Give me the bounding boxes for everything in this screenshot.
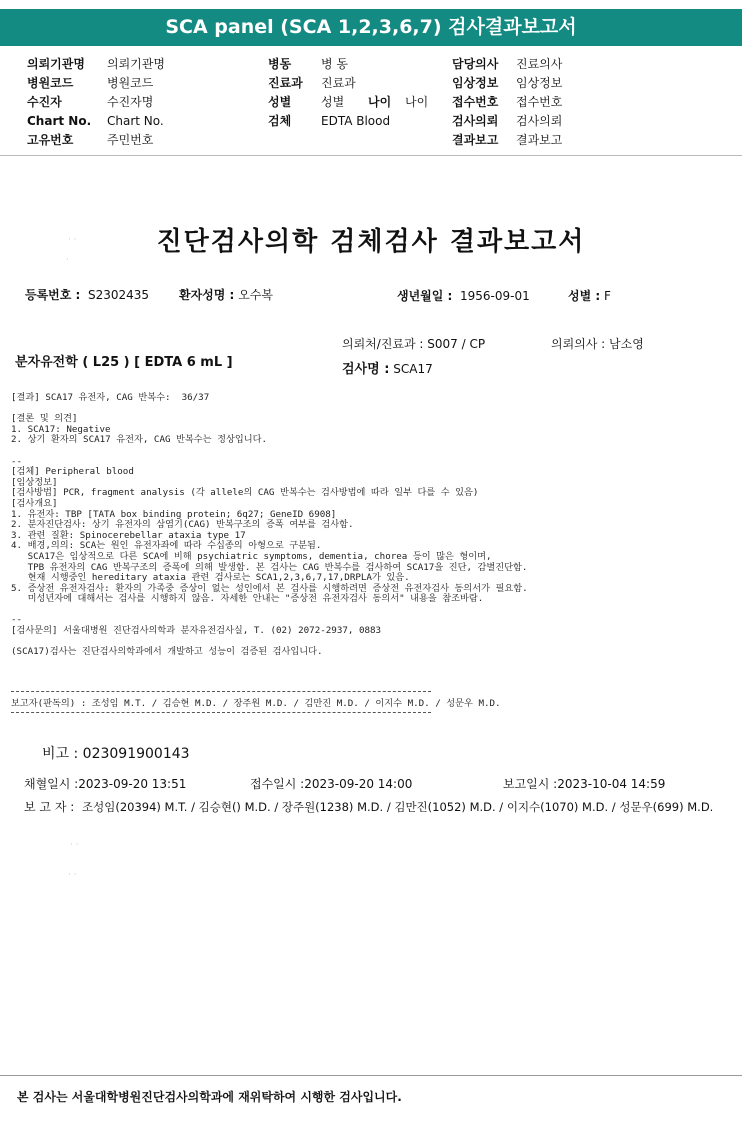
- ward-value: 병 동: [321, 57, 348, 71]
- header-divider: [0, 155, 742, 156]
- patient-label: 수진자: [27, 95, 62, 109]
- birthdate-label: 생년월일 :: [397, 289, 453, 303]
- remarks-label: 비고 :: [42, 746, 79, 762]
- clinical-info-value: 임상정보: [516, 76, 563, 90]
- report-sex-label: 성별 :: [568, 289, 601, 303]
- receipt-label: 접수일시 :: [250, 777, 305, 791]
- result-report-value: 결과보고: [516, 133, 563, 147]
- hospital-code-value: 병원코드: [107, 76, 154, 90]
- report-date-label: 보고일시 :: [503, 777, 558, 791]
- clinical-info-label: 임상정보: [452, 76, 499, 90]
- dashed-divider-bottom: [11, 712, 431, 713]
- id-number-value: 주민번호: [107, 133, 154, 147]
- scan-mark: · ·: [68, 870, 77, 880]
- sex-label: 성별: [268, 95, 292, 109]
- birthdate-info: [397, 287, 530, 304]
- scan-mark: ·: [66, 255, 69, 265]
- header-column-3: [452, 55, 562, 150]
- accession-label: 접수번호: [452, 95, 499, 109]
- remarks: [42, 743, 190, 763]
- chart-no-value: Chart No.: [107, 114, 164, 128]
- requesting-doctor-info: 의뢰의사 : 남소영: [551, 337, 644, 351]
- reg-label: 등록번호 :: [25, 288, 81, 302]
- header-column-2: [268, 55, 428, 131]
- report-banner-title: SCA panel (SCA 1,2,3,6,7) 검사결과보고서: [0, 9, 742, 46]
- accession-value: 접수번호: [516, 95, 563, 109]
- report-title: 진단검사의학 검체검사 결과보고서: [156, 227, 586, 257]
- test-name-label: 검사명 :: [342, 362, 390, 377]
- patient-name-label: 환자성명 :: [179, 288, 235, 302]
- collection-label: 채혈일시 :: [24, 777, 79, 791]
- receipt-datetime: [250, 775, 412, 792]
- collection-value: 2023-09-20 13:51: [78, 777, 187, 791]
- report-date-value: 2023-10-04 14:59: [557, 777, 666, 791]
- birthdate-value: 1956-09-01: [460, 289, 530, 303]
- ward-label: 병동: [268, 57, 292, 71]
- reg-value: S2302435: [88, 288, 150, 302]
- scan-mark: · ·: [70, 840, 79, 850]
- specimen-label: 검체: [268, 114, 292, 128]
- remarks-value: 023091900143: [82, 746, 190, 762]
- id-number-label: 고유번호: [27, 133, 74, 147]
- test-section-title: 분자유전학 ( L25 ) [ EDTA 6 mL ]: [15, 355, 233, 370]
- reporter-full: [24, 800, 724, 815]
- report-datetime: [503, 775, 665, 792]
- dashed-divider-top: [11, 691, 431, 692]
- attending-label: 담당의사: [452, 57, 499, 71]
- reporter-full-label: 보 고 자 :: [24, 800, 75, 814]
- result-report-label: 결과보고: [452, 133, 499, 147]
- patient-name-info: [179, 286, 273, 303]
- scan-mark: · ·: [68, 235, 77, 245]
- test-name-value: SCA17: [393, 362, 433, 376]
- request-label: 검사의뢰: [452, 114, 499, 128]
- collection-datetime: [24, 775, 186, 792]
- hospital-name-value: 의뢰기관명: [107, 57, 165, 71]
- chart-no-label: Chart No.: [27, 114, 92, 128]
- age-label: 나이: [368, 95, 392, 109]
- patient-value: 수진자명: [107, 95, 154, 109]
- footer-divider: [0, 1075, 742, 1076]
- result-body-text: [결과] SCA17 유전자, CAG 반복수: 36/37 [결론 및 의견] 1. SCA17: Negative 2. 상기 환자의 SCA17 유전자, CAG 반복수는 정상입니다. -- [검체] Peripheral blood [임상정보] [검사방법] PCR, fragment analysis (각 allele의 CAG 반복수는 검사방법에 따라 일부 다를 수 있음) [검사개요] 1. 유전자: TBP [TATA box binding protein; 6q27; GeneID 6908] 2. 분자진단검사: 상기 유전자의 삼염기(CAG) 반복구조의 증폭 여부를 검사함. 3. 관련 질환: Spinocerebellar ataxia type 17 4. 배경,의의: SCA는 원인 유전자좌에 따라 수십종의 아형으로 구분됨. SCA17은 임상적으로 다른 SCA에 비해 psychiatric symptoms, dementia, chorea 등이 많은 형이며, TPB 유전자의 CAG 반복구조의 증폭에 의해 발생함. 본 검사는 CAG 반복수를 검사하여 SCA17을 진단, 감별진단함. 현재 시행중인 hereditary ataxia 관련 검사로는 SCA1,2,3,6,7,17,DRPLA가 있음. 5. 증상전 유전자검사: 환자의 가족중 증상이 없는 성인에서 본 검사를 시행하려면 증상전 유전자검사 동의서가 필요함. 미성년자에 대해서는 검사를 시행하지 않음. 자세한 안내는 "증상전 유전자검사 동의서" 내용을 참조바람. -- [검사문의] 서울대병원 진단검사의학과 분자유전검사실, T. (02) 2072-2937, 0883 (SCA17)검사는 진단검사의학과에서 개발하고 성능이 검증된 검사입니다.: [11, 392, 528, 658]
- header-column-1: [27, 55, 165, 150]
- test-name-info: [342, 358, 433, 377]
- patient-name-value: 오수복: [238, 288, 273, 302]
- specimen-value: EDTA Blood: [321, 114, 391, 128]
- age-value: 나이: [405, 95, 429, 109]
- receipt-value: 2023-09-20 14:00: [304, 777, 413, 791]
- report-sex-value: F: [604, 289, 611, 303]
- hospital-name-label: 의뢰기관명: [27, 57, 85, 71]
- department-value: 진료과: [321, 76, 356, 90]
- department-info: 의뢰처/진료과 : S007 / CP: [342, 337, 486, 351]
- reporter-full-value: 조성임(20394) M.T. / 김승현() M.D. / 장주원(1238) M.D. / 김만진(1052) M.D. / 이지수(1070) M.D. / 성문우(699) M.D.: [82, 800, 714, 814]
- sex-value: 성별: [321, 95, 345, 109]
- reporters-line: 보고자(판독의) : 조성임 M.T. / 김승현 M.D. / 장주원 M.D. / 김만진 M.D. / 이지수 M.D. / 성문우 M.D.: [11, 698, 501, 709]
- sex-info: [568, 287, 611, 304]
- department-label: 진료과: [268, 76, 303, 90]
- hospital-code-label: 병원코드: [27, 76, 74, 90]
- request-value: 검사의뢰: [516, 114, 563, 128]
- registration-info: [25, 286, 149, 303]
- footer-note: 본 검사는 서울대학병원진단검사의학과에 재위탁하여 시행한 검사입니다.: [17, 1090, 402, 1104]
- attending-value: 진료의사: [516, 57, 563, 71]
